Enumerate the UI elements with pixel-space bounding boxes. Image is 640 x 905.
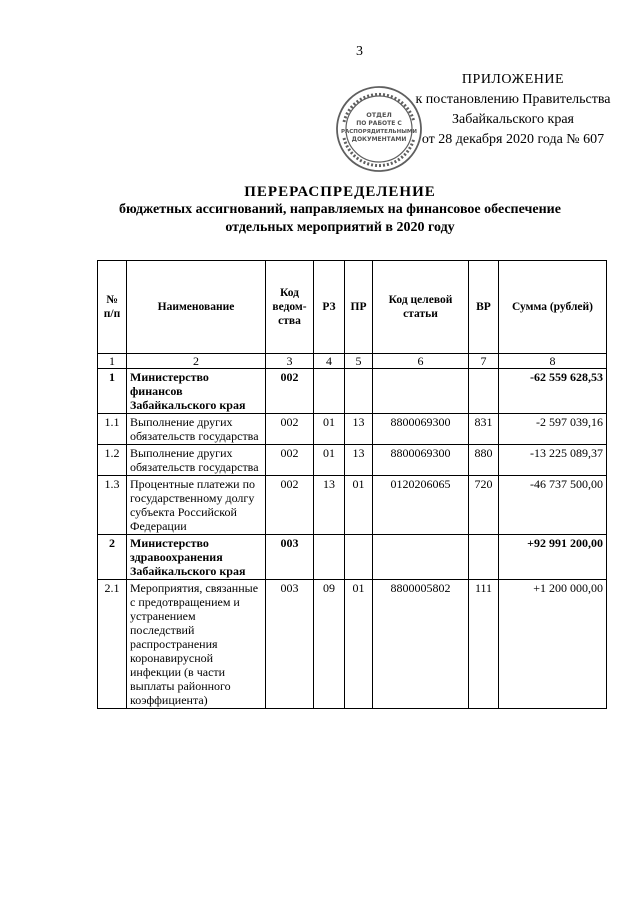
header-pr: ПР — [345, 261, 373, 354]
header-vr: ВР — [469, 261, 499, 354]
appendix-line-1: к постановлению Правительства — [415, 92, 611, 107]
row-vr — [469, 369, 499, 414]
allocation-table — [97, 260, 607, 709]
column-number-row — [98, 354, 607, 369]
row-number: 2.1 — [98, 580, 127, 709]
row-name: Министерство здравоохранения Забайкальского края — [127, 535, 266, 580]
page-number: 3 — [356, 44, 363, 59]
stamp-line-3: РАСПОРЯДИТЕЛЬНЫМИ — [340, 129, 418, 135]
header-num: № п/п — [98, 261, 127, 354]
row-rz: 01 — [314, 414, 345, 445]
stamp-line-1: ОТДЕЛ — [366, 111, 392, 119]
row-vr: 831 — [469, 414, 499, 445]
row-number: 2 — [98, 535, 127, 580]
row-number: 1 — [98, 369, 127, 414]
appendix-title: ПРИЛОЖЕНИЕ — [461, 72, 565, 87]
row-name: Мероприятия, связанные с предотвращением и устранением последствий распространения коронавирусной инфекции (в части выплаты районного коэффициента) — [127, 580, 266, 709]
row-pr: 13 — [345, 414, 373, 445]
row-name: Процентные платежи по государственному долгу субъекта Российской Федерации — [127, 476, 266, 535]
heading-line-2: отдельных мероприятий в 2020 году — [225, 220, 455, 235]
row-number: 1.1 — [98, 414, 127, 445]
column-number: 7 — [469, 354, 499, 369]
row-dept-code: 002 — [266, 369, 314, 414]
row-target-code: 0120206065 — [373, 476, 469, 535]
header-dept: Код ведом-ства — [266, 261, 314, 354]
row-name: Выполнение других обязательств государства — [127, 445, 266, 476]
row-rz — [314, 535, 345, 580]
table-row — [98, 476, 607, 535]
row-target-code: 8800069300 — [373, 445, 469, 476]
row-vr: 720 — [469, 476, 499, 535]
row-rz: 01 — [314, 445, 345, 476]
row-name: Выполнение других обязательств государства — [127, 414, 266, 445]
row-sum: -2 597 039,16 — [499, 414, 607, 445]
column-number: 1 — [98, 354, 127, 369]
table-row — [98, 369, 607, 414]
document-heading — [60, 183, 620, 237]
row-rz: 09 — [314, 580, 345, 709]
row-name: Министерство финансов Забайкальского края — [127, 369, 266, 414]
column-number: 6 — [373, 354, 469, 369]
row-target-code: 8800005802 — [373, 580, 469, 709]
header-target: Код целевой статьи — [373, 261, 469, 354]
row-rz — [314, 369, 345, 414]
row-sum: +92 991 200,00 — [499, 535, 607, 580]
appendix-line-2: Забайкальского края — [451, 112, 574, 127]
column-number: 3 — [266, 354, 314, 369]
row-number: 1.3 — [98, 476, 127, 535]
column-number: 4 — [314, 354, 345, 369]
stamp-line-2: ПО РАБОТЕ С — [356, 120, 402, 127]
header-sum: Сумма (рублей) — [499, 261, 607, 354]
row-target-code — [373, 535, 469, 580]
heading-line-1: бюджетных ассигнований, направляемых на финансовое обеспечение — [119, 202, 561, 217]
table-row — [98, 580, 607, 709]
official-stamp — [320, 84, 438, 174]
column-number: 5 — [345, 354, 373, 369]
table-header-row — [98, 261, 607, 354]
row-sum: -13 225 089,37 — [499, 445, 607, 476]
row-dept-code: 003 — [266, 535, 314, 580]
column-number: 2 — [127, 354, 266, 369]
row-sum: +1 200 000,00 — [499, 580, 607, 709]
row-number: 1.2 — [98, 445, 127, 476]
appendix-line-3: от 28 декабря 2020 года № 607 — [421, 132, 605, 147]
row-sum: -46 737 500,00 — [499, 476, 607, 535]
row-target-code — [373, 369, 469, 414]
row-pr: 13 — [345, 445, 373, 476]
table-row — [98, 535, 607, 580]
row-dept-code: 002 — [266, 414, 314, 445]
table-row — [98, 414, 607, 445]
row-sum: -62 559 628,53 — [499, 369, 607, 414]
header-rz: РЗ — [314, 261, 345, 354]
column-number: 8 — [499, 354, 607, 369]
table-row — [98, 445, 607, 476]
heading-title: ПЕРЕРАСПРЕДЕЛЕНИЕ — [244, 184, 436, 200]
row-target-code: 8800069300 — [373, 414, 469, 445]
row-dept-code: 003 — [266, 580, 314, 709]
row-dept-code: 002 — [266, 476, 314, 535]
row-vr — [469, 535, 499, 580]
row-pr: 01 — [345, 580, 373, 709]
row-dept-code: 002 — [266, 445, 314, 476]
row-vr: 111 — [469, 580, 499, 709]
row-pr — [345, 535, 373, 580]
row-vr: 880 — [469, 445, 499, 476]
row-pr — [345, 369, 373, 414]
row-pr: 01 — [345, 476, 373, 535]
header-name: Наименование — [127, 261, 266, 354]
row-rz: 13 — [314, 476, 345, 535]
stamp-line-4: ДОКУМЕНТАМИ — [351, 136, 407, 143]
